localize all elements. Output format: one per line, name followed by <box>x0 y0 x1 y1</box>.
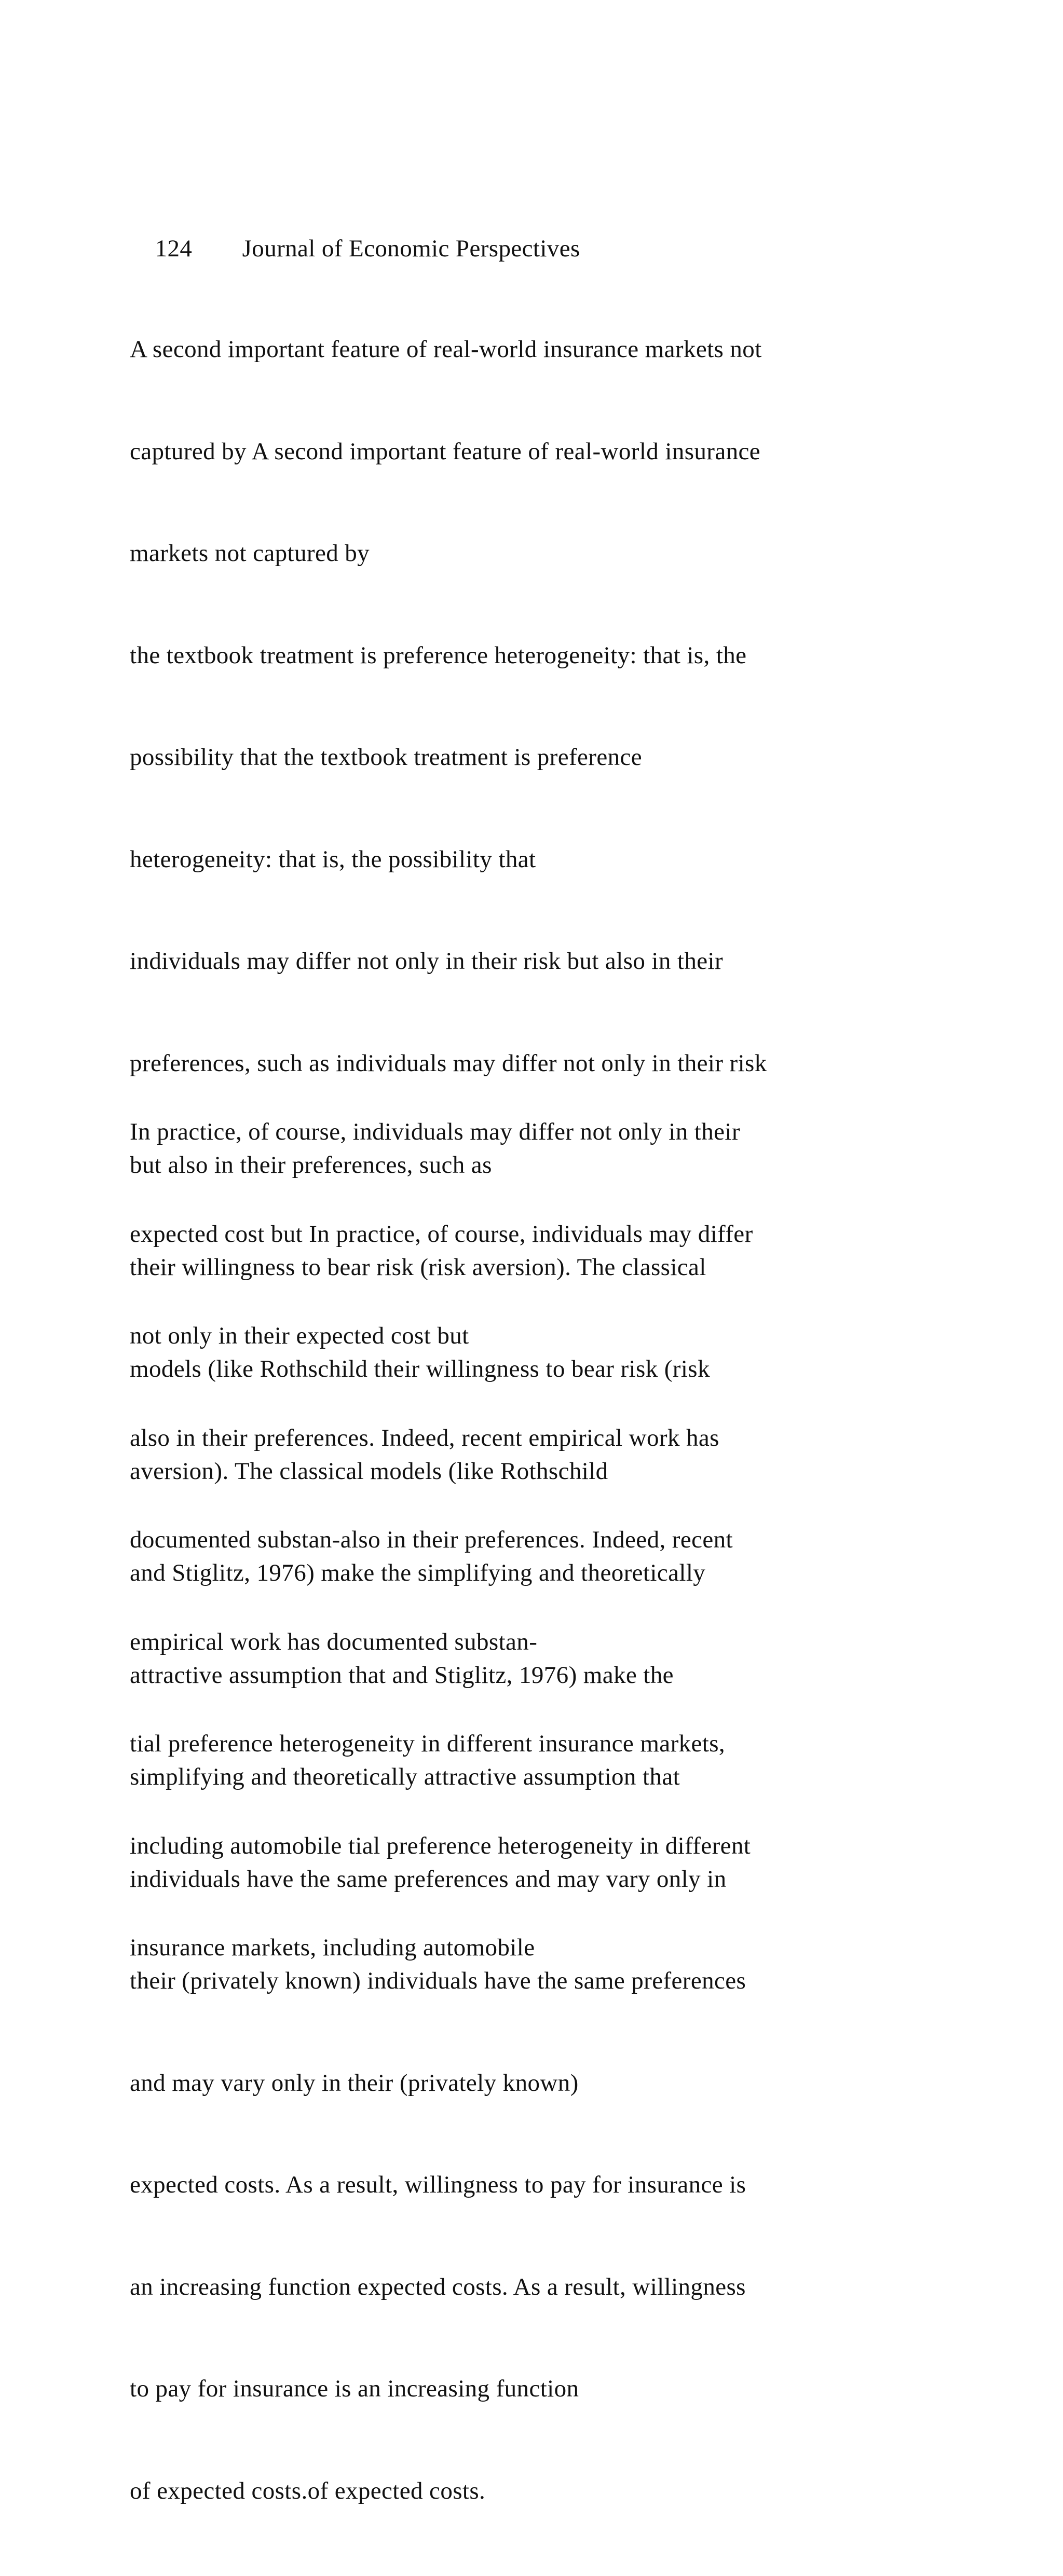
paragraph-2 <box>130 1047 981 2033</box>
paragraph-line: including automobile tial preference heterogeneity in different <box>130 1832 751 1859</box>
paragraph-line: preferences, such as individuals may differ not only in their risk <box>130 1049 767 1077</box>
paragraph-line: of expected costs.of expected costs. <box>130 2477 486 2504</box>
paragraph-line: their (privately known) individuals have the same preferences <box>130 1967 746 1994</box>
paragraph-line: possibility that the textbook treatment is preference <box>130 744 643 771</box>
paragraph-line: models (like Rothschild their willingness to bear risk (risk <box>130 1355 710 1382</box>
paragraph-line: the textbook treatment is preference heterogeneity: that is, the <box>130 641 747 669</box>
paragraph-line: simplifying and theoretically attractive assumption that <box>130 1763 680 1790</box>
journal-title: Journal of Economic Perspectives <box>242 235 580 262</box>
paragraph-line: and may vary only in their (privately known) <box>130 2069 579 2097</box>
page-number: 124 <box>155 235 193 262</box>
paragraph-line: their willingness to bear risk (risk aversion). The classical <box>130 1253 706 1281</box>
paragraph-line: aversion). The classical models (like Rothschild <box>130 1457 608 1485</box>
paragraph-line: captured by A second important feature of real-world insurance <box>130 437 761 465</box>
paragraph-line: individuals have the same preferences and may vary only in <box>130 1865 727 1893</box>
paragraph-line: heterogeneity: that is, the possibility that <box>130 845 536 873</box>
paragraph-line: but also in their preferences, such as <box>130 1152 492 1179</box>
paragraph-line: insurance markets, including automobile <box>130 1934 535 1961</box>
paragraph-line: also in their preferences. Indeed, recent empirical work has <box>130 1424 719 1451</box>
paragraph-line: expected cost but In practice, of course, individuals may differ <box>130 1220 753 1248</box>
paragraph-line: In practice, of course, individuals may differ not only in their <box>130 1118 740 1145</box>
paragraph-line: A second important feature of real-world insurance markets not <box>130 336 762 363</box>
paragraph-line: tial preference heterogeneity in different insurance markets, <box>130 1730 726 1757</box>
paragraph-line: an increasing function expected costs. As a result, willingness <box>130 2273 746 2300</box>
paragraph-line: attractive assumption that and Stiglitz, 1976) make the <box>130 1661 674 1689</box>
paragraph-line: and Stiglitz, 1976) make the simplifying and theoretically <box>130 1559 706 1586</box>
paragraph-line: to pay for insurance is an increasing function <box>130 2375 579 2402</box>
paragraph-line: expected costs. As a result, willingness to pay for insurance is <box>130 2171 746 2198</box>
paragraph-line: not only in their expected cost but <box>130 1322 469 1349</box>
paragraph-line: documented substan-also in their preferences. Indeed, recent <box>130 1526 733 1553</box>
paragraph-line: empirical work has documented substan- <box>130 1628 538 1655</box>
paragraph-line: individuals may differ not only in their risk but also in their <box>130 948 724 975</box>
paragraph-line: markets not captured by <box>130 540 370 567</box>
